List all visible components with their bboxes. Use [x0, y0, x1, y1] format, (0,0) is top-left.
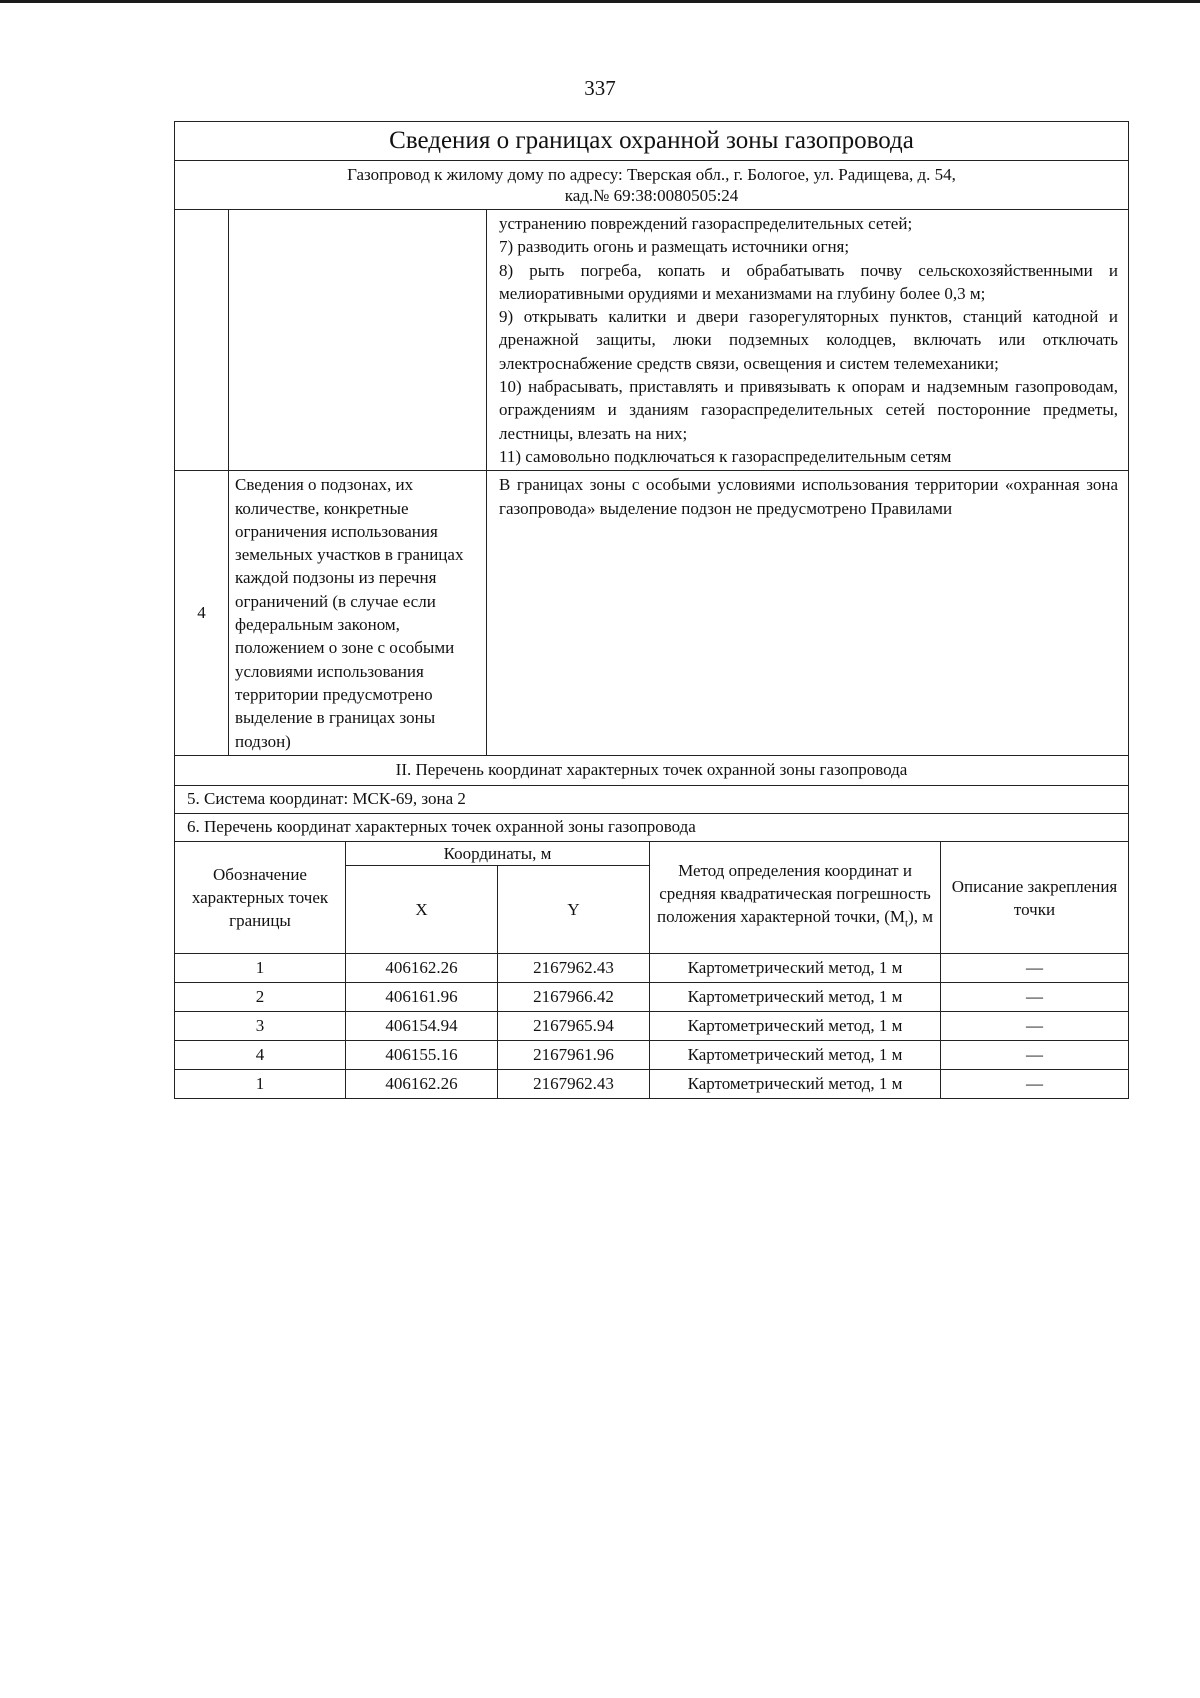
row-number: 4	[175, 471, 229, 756]
restriction-item: 8) рыть погреба, копать и обрабатывать почву сельскохозяйственными и мелиоративными орудиями и механизмами на глубину более 0,3 м;	[499, 260, 1119, 303]
coordinate-list-title: 6. Перечень координат характерных точек охранной зоны газопровода	[175, 813, 1129, 841]
method-header-tail: ), м	[908, 907, 934, 927]
section-2-title: II. Перечень координат характерных точек охранной зоны газопровода	[175, 755, 1129, 785]
gas-pipeline-address	[175, 161, 1129, 210]
point-cell: 4	[175, 1041, 346, 1070]
continuation-param-cell	[229, 210, 487, 471]
cadastral-number: кад.№ 69:38:0080505:24	[564, 186, 739, 205]
continuation-number-cell	[175, 210, 229, 471]
y-cell: 2167965.94	[498, 1012, 650, 1041]
header-row	[175, 842, 1129, 866]
x-cell: 406154.94	[346, 1012, 498, 1041]
restriction-item: 11) самовольно подключаться к газораспределительным сетям	[499, 446, 952, 466]
subzones-parameter: Сведения о подзонах, их количестве, конкретные ограничения использования земельных участков в границах каждой подзоны из перечня ограничений (в случае если федеральным законом, положением о зоне с особыми условиями использования территории предусмотрено выделение в границах зоны подзон)	[229, 471, 487, 756]
continuation-row	[175, 210, 1129, 471]
table-row	[175, 1012, 1129, 1041]
description-cell: —	[941, 1070, 1129, 1099]
list-title-row	[175, 813, 1129, 841]
section-row	[175, 755, 1129, 785]
title-row	[175, 122, 1129, 161]
y-cell: 2167962.43	[498, 954, 650, 983]
method-header-subscript: t	[905, 917, 909, 930]
restriction-item: 9) открывать калитки и двери газорегуляторных пунктов, станций катодной и дренажной защиты, люки подземных колодцев, включать или отключать электроснабжение средств связи, освещения и систем телемеханики;	[499, 307, 1119, 373]
subzones-value: В границах зоны с особыми условиями использования территории «охранная зона газопровода» выделение подзон не предусмотрено Правилами	[487, 471, 1129, 756]
method-cell: Картометрический метод, 1 м	[650, 1012, 941, 1041]
method-cell: Картометрический метод, 1 м	[650, 1070, 941, 1099]
y-header: Y	[498, 866, 650, 954]
y-cell: 2167962.43	[498, 1070, 650, 1099]
coordinates-table	[174, 841, 1129, 1099]
restriction-item: 7) разводить огонь и размещать источники огня;	[499, 237, 850, 257]
coord-system-row	[175, 785, 1129, 813]
x-cell: 406162.26	[346, 954, 498, 983]
coordinate-system: 5. Система координат: МСК-69, зона 2	[175, 785, 1129, 813]
restriction-item: 10) набрасывать, приставлять и привязывать к опорам и надземным газопроводам, ограждениям и зданиям газораспределительных сетей посторонние предметы, лестницы, влезать на них;	[499, 377, 1119, 443]
page-number: 337	[584, 76, 616, 100]
scan-top-edge	[0, 0, 1200, 3]
table-row	[175, 983, 1129, 1012]
y-cell: 2167966.42	[498, 983, 650, 1012]
document-title: Сведения о границах охранной зоны газопровода	[175, 122, 1129, 161]
restrictions-continuation	[487, 210, 1129, 471]
y-cell: 2167961.96	[498, 1041, 650, 1070]
table-row	[175, 954, 1129, 983]
point-cell: 1	[175, 1070, 346, 1099]
zone-info-table	[174, 121, 1129, 842]
x-cell: 406155.16	[346, 1041, 498, 1070]
x-header: X	[346, 866, 498, 954]
subtitle-row	[175, 161, 1129, 210]
address-line: Газопровод к жилому дому по адресу: Тверская обл., г. Бологое, ул. Радищева, д. 54,	[347, 165, 956, 184]
description-header: Описание закрепления точки	[941, 842, 1129, 954]
table-row	[175, 1041, 1129, 1070]
coordinates-header: Координаты, м	[346, 842, 650, 866]
point-cell: 3	[175, 1012, 346, 1041]
method-cell: Картометрический метод, 1 м	[650, 983, 941, 1012]
x-cell: 406162.26	[346, 1070, 498, 1099]
point-cell: 2	[175, 983, 346, 1012]
description-cell: —	[941, 1041, 1129, 1070]
x-cell: 406161.96	[346, 983, 498, 1012]
point-header: Обозначение характерных точек границы	[175, 842, 346, 954]
subzones-row	[175, 471, 1129, 756]
method-cell: Картометрический метод, 1 м	[650, 1041, 941, 1070]
table-row	[175, 1070, 1129, 1099]
point-cell: 1	[175, 954, 346, 983]
method-header	[650, 842, 941, 954]
description-cell: —	[941, 1012, 1129, 1041]
description-cell: —	[941, 954, 1129, 983]
method-cell: Картометрический метод, 1 м	[650, 954, 941, 983]
restriction-item: устранению повреждений газораспределительных сетей;	[499, 214, 913, 233]
method-header-text: Метод определения координат и средняя квадратическая погрешность положения характерной точки, (M	[657, 861, 931, 927]
description-cell: —	[941, 983, 1129, 1012]
